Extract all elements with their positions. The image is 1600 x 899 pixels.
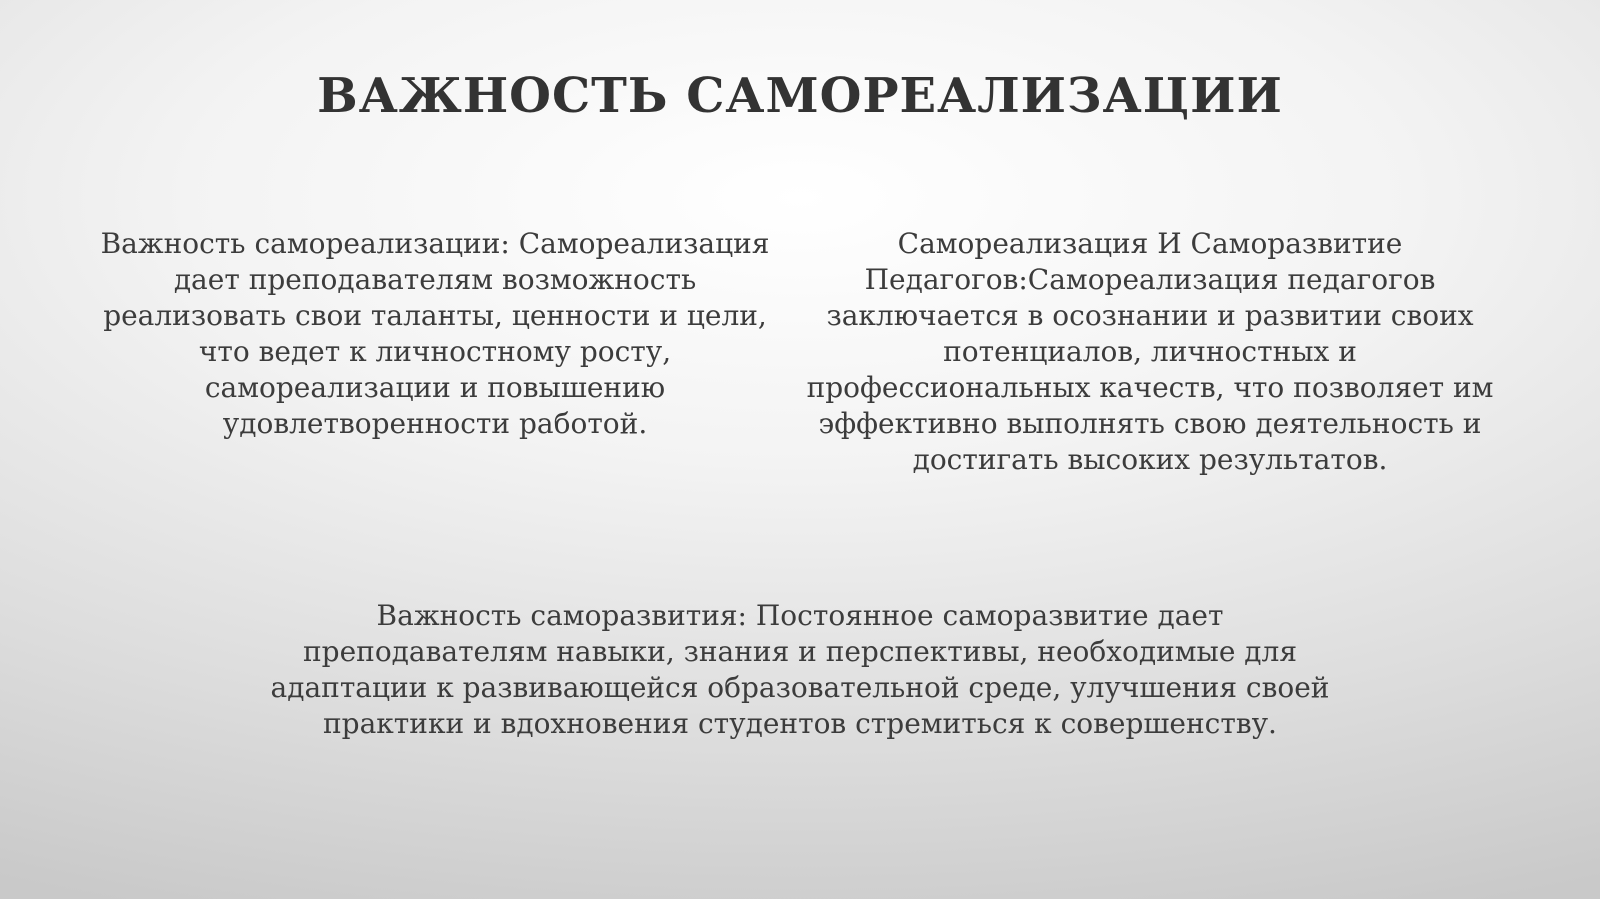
slide-title: ВАЖНОСТЬ САМОРЕАЛИЗАЦИИ — [317, 68, 1283, 124]
self-development-importance-text: Важность саморазвития: Постоянное саморазвитие дает преподавателям навыки, знания и перспективы, необходимые для адаптации к развивающейся образовательной среде, улучшения своей практики и вдохновения студентов стремиться к совершенству. — [270, 599, 1330, 740]
teacher-self-realization-text: Самореализация И Саморазвитие Педагогов:Самореализация педагогов заключается в осознании и развитии своих потенциалов, личностных и профессиональных качеств, что позволяет им эффективно выполнять свою деятельность и достигать высоких результатов. — [806, 227, 1494, 476]
self-realization-importance-text: Важность самореализации: Самореализация дает преподавателям возможность реализовать свои таланты, ценности и цели, что ведет к личностному росту, самореализации и повышению удовлетворенности работой. — [100, 227, 770, 440]
